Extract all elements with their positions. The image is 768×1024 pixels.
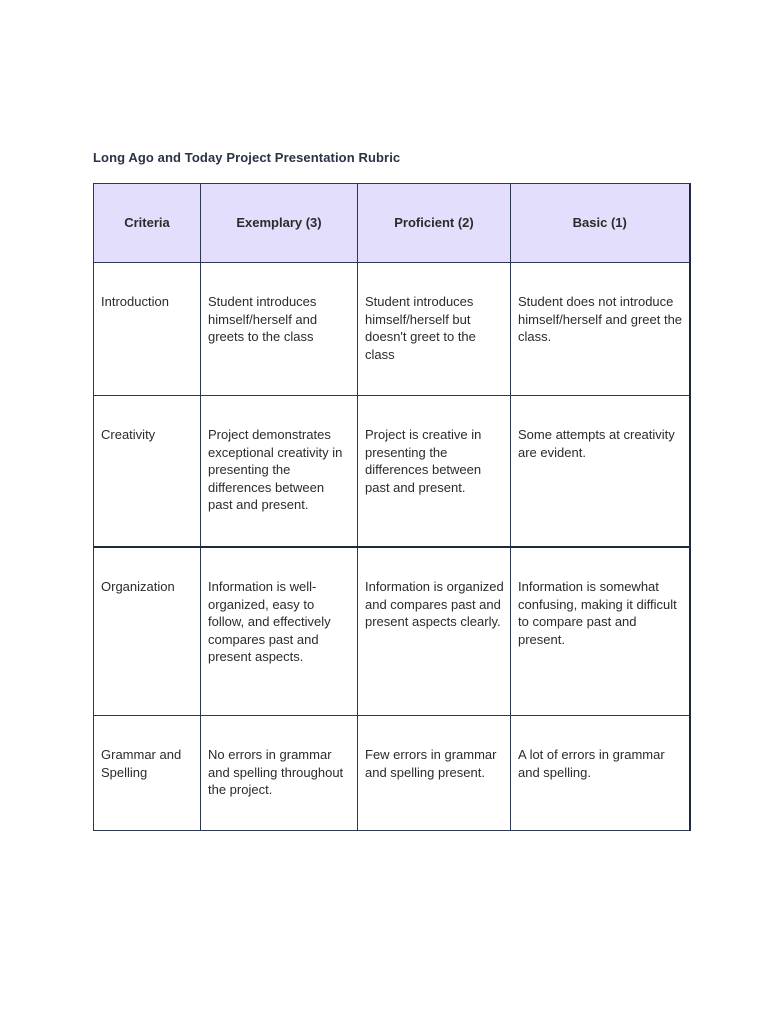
proficient-cell: Student introduces himself/herself but doesn't greet to the class [358,263,511,396]
criteria-cell: Grammar and Spelling [94,716,201,831]
header-proficient: Proficient (2) [358,184,511,263]
criteria-cell: Introduction [94,263,201,396]
exemplary-cell: No errors in grammar and spelling throughout the project. [201,716,358,831]
rubric-table [93,183,691,831]
basic-cell: Student does not introduce himself/herself and greet the class. [511,263,690,396]
table-row [94,396,690,548]
basic-cell: Information is somewhat confusing, making it difficult to compare past and present. [511,547,690,716]
table-header-row [94,184,690,263]
exemplary-cell: Student introduces himself/herself and greets to the class [201,263,358,396]
table-row [94,716,690,831]
criteria-cell: Creativity [94,396,201,548]
proficient-cell: Few errors in grammar and spelling present. [358,716,511,831]
table-row [94,263,690,396]
criteria-cell: Organization [94,547,201,716]
proficient-cell: Information is organized and compares past and present aspects clearly. [358,547,511,716]
exemplary-cell: Project demonstrates exceptional creativity in presenting the differences between past and present. [201,396,358,548]
table-row [94,547,690,716]
proficient-cell: Project is creative in presenting the differences between past and present. [358,396,511,548]
document-title: Long Ago and Today Project Presentation Rubric [93,150,401,165]
basic-cell: A lot of errors in grammar and spelling. [511,716,690,831]
basic-cell: Some attempts at creativity are evident. [511,396,690,548]
header-basic: Basic (1) [511,184,690,263]
exemplary-cell: Information is well-organized, easy to follow, and effectively compares past and present aspects. [201,547,358,716]
header-exemplary: Exemplary (3) [201,184,358,263]
header-criteria: Criteria [94,184,201,263]
